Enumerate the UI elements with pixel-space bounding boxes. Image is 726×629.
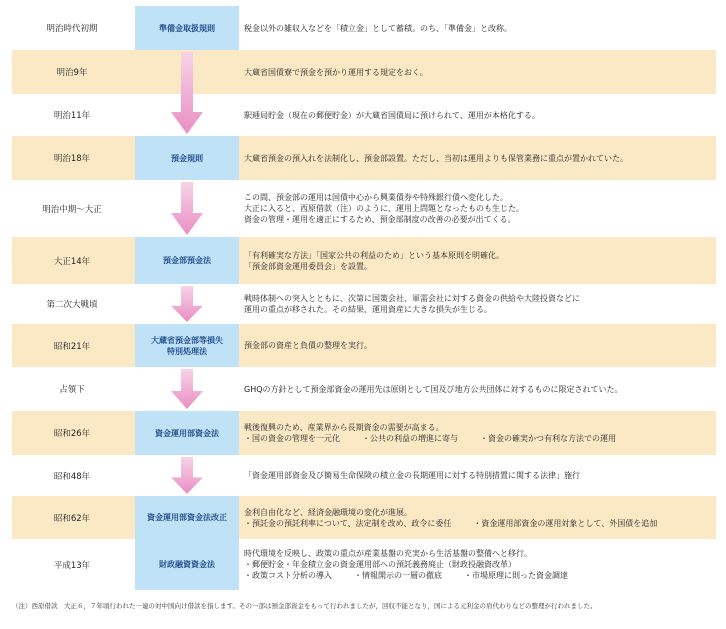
law-stage-label: 財政融資資金法 [159, 560, 215, 569]
event-description [244, 94, 710, 136]
description-line: 時代環境を反映し、政策の重点が産業基盤の充実から生活基盤の整備へと移行。 [244, 549, 532, 558]
era-label: 明治9年 [56, 68, 88, 78]
description-line: 預金部の資産と負債の整理を実行。 [244, 341, 372, 350]
down-arrow-icon [171, 52, 203, 134]
timeline-row [12, 455, 716, 496]
timeline-row [12, 136, 716, 180]
event-description [244, 496, 710, 539]
event-description [244, 455, 710, 496]
bullet-list [244, 433, 710, 444]
bullet-item: ・預託金の預託利率について、法定制を改め、政令に委任 [244, 518, 452, 528]
description-line: 大蔵省国債寮で預金を預かり運用する規定をおく。 [244, 67, 428, 77]
law-stage-label: 大蔵省預金部等損失特別処理法 [151, 335, 223, 356]
event-description [244, 136, 710, 180]
event-description [244, 237, 710, 284]
description-line: この間、預金部の運用は国債中心から興業債券や特殊銀行債へ変化した。 [244, 193, 508, 202]
era-label: 明治中期～大正 [42, 204, 102, 215]
event-description [244, 50, 710, 94]
description-line: 資金の管理・運用を適正にするため、預金部制度の改善の必要が出てくる。 [244, 215, 516, 224]
description-line: 運用の重点が移された。その結果、運用資産に大きな損失が生じる。 [244, 305, 492, 314]
law-stage-column [135, 6, 239, 590]
event-description [244, 6, 710, 50]
bullet-list [244, 570, 710, 581]
description-line: GHQの方針として預金部資金の運用先は原則として国及び地方公共団体に対するものに限定されていた。 [244, 384, 623, 394]
timeline-row [12, 324, 716, 367]
law-stage-label: 準備金取扱規則 [159, 23, 215, 33]
era-label: 大正14年 [53, 256, 91, 267]
timeline-row [12, 6, 716, 50]
down-arrow-icon [171, 457, 203, 494]
bullet-item: ・資金運用部資金の運用対象として、外国債を追加 [473, 518, 658, 528]
bullet-item: ・政策コスト分析の導入 [244, 571, 332, 580]
law-stage-label: 資金運用部資金法改正 [147, 513, 227, 522]
description-line: ・郵便貯金・年金積立金の資金運用部への預託義務廃止（財政投融資改革） [244, 560, 516, 569]
description-line: 「預金部資金運用委員会」を設置。 [244, 261, 372, 271]
era-label: 明治18年 [53, 154, 91, 164]
description-line: 戦後復興のため、産業界から長期資金の需要が高まる。 [244, 423, 444, 432]
era-label: 明治11年 [53, 111, 91, 121]
era-label: 平成13年 [53, 560, 91, 571]
bullet-item: ・情報開示の一層の徹底 [354, 571, 442, 580]
era-label: 昭和62年 [53, 513, 91, 524]
timeline-row [12, 50, 716, 94]
event-description [244, 411, 710, 455]
description-line: 「資金運用部資金及び簡易生命保険の積立金の長期運用に対する特別措置に関する法律」施行 [244, 471, 580, 480]
timeline-row [12, 237, 716, 284]
event-description [244, 539, 710, 590]
bullet-item: ・公共の利益の増進に寄与 [362, 434, 458, 443]
event-description [244, 367, 710, 411]
timeline-row [12, 94, 716, 136]
timeline-row [12, 367, 716, 411]
description-line: 戦時体制への突入とともに、次第に国策会社、軍需会社に対する資金の供給や大陸投資などに [244, 294, 580, 303]
era-label: 昭和48年 [53, 471, 91, 482]
law-stage-label: 預金規則 [171, 153, 203, 163]
era-label: 昭和21年 [53, 341, 91, 352]
bullet-item: ・市場原理に則った資金調達 [464, 571, 568, 580]
down-arrow-icon [171, 182, 203, 235]
timeline-row [12, 180, 716, 237]
event-description [244, 284, 710, 324]
description-line: 「有利確実な方法」「国家公共の利益のため」という基本原則を明確化。 [244, 250, 504, 260]
law-stage-label: 資金運用部資金法 [155, 428, 219, 438]
era-label: 明治時代初期 [46, 24, 98, 34]
bullet-item: ・国の資金の管理を一元化 [244, 434, 340, 443]
era-label: 第二次大戦頃 [46, 300, 98, 310]
era-label: 占領下 [59, 385, 85, 395]
footnote: （注）西原借款 大正６，７年頃行われた一連の対中国向け借款を指します。その一部は預金部資金をもって行われましたが，回収不能となり，国による元利金の肩代わりなどの整理が行われました。 [12, 602, 597, 610]
history-timeline [12, 6, 716, 590]
timeline-row [12, 496, 716, 539]
timeline-row [12, 284, 716, 324]
down-arrow-icon [171, 286, 203, 322]
description-line: 大正に入ると、西原借款（注）のように、運用上問題となったものも生じた。 [244, 204, 524, 213]
timeline-row [12, 539, 716, 590]
description-line: 金利自由化など、経済金融環境の変化が進展。 [244, 507, 412, 517]
description-line: 駅逓局貯金（現在の郵便貯金）が大蔵省国債局に預けられて、運用が本格化する。 [244, 110, 540, 120]
era-label: 昭和26年 [53, 429, 91, 439]
timeline-row [12, 411, 716, 455]
description-line: 税金以外の雑収入などを「積立金」として蓄積。のち、「準備金」と改称。 [244, 23, 512, 33]
law-stage-label: 預金部預金法 [163, 256, 211, 265]
event-description [244, 324, 710, 367]
bullet-list [244, 518, 710, 529]
bullet-item: ・資金の確実かつ有利な方法での運用 [480, 434, 616, 443]
down-arrow-icon [171, 369, 203, 409]
description-line: 大蔵省預金の預入れを法制化し、預金部設置。ただし、当初は運用よりも保管業務に重点が置かれていた。 [244, 153, 628, 163]
event-description [244, 180, 710, 237]
